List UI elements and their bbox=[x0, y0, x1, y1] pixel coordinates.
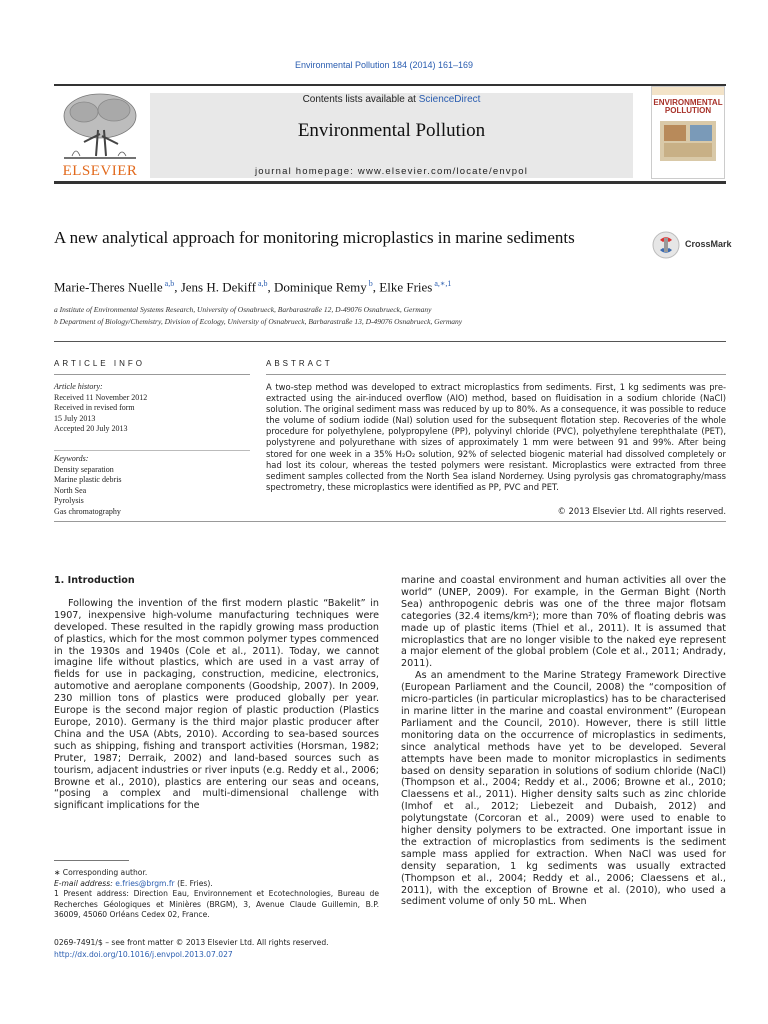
body-column-right bbox=[401, 575, 726, 908]
journal-citation[interactable]: Environmental Pollution 184 (2014) 161–169 bbox=[294, 60, 474, 70]
keyword: North Sea bbox=[54, 485, 87, 495]
elsevier-logo[interactable] bbox=[54, 90, 146, 180]
intro-paragraph-continued: marine and coastal environment and human activities all over the world” (UNEP, 2009). For example, in the German Bight (North Sea) anthropogenic debris was one of the three major flotsam categories (32.4 items/km²); more than 70% of floating debris was made up of plastic items (Thiel et al., 2011). It is assumed that microplastics that are no longer visible to the naked eye represent a major element of the global problem (Cole et al., 2011; Andrady, 2011). bbox=[401, 575, 726, 670]
article-info-heading: ARTICLE INFO bbox=[54, 359, 145, 368]
abstract-rule bbox=[266, 374, 726, 375]
journal-title: Environmental Pollution bbox=[297, 120, 486, 141]
history-line: Accepted 20 July 2013 bbox=[54, 424, 128, 433]
crossmark-label: CrossMark bbox=[685, 239, 732, 249]
keyword: Marine plastic debris bbox=[54, 475, 122, 484]
author-affiliation-marker[interactable]: a,b bbox=[255, 279, 268, 288]
article-title: A new analytical approach for monitoring microplastics in marine sediments bbox=[54, 228, 575, 247]
present-address-note: 1 Present address: Direction Eau, Environnement et Ecotechnologies, Bureau de Recherches Géologiques et Minières (BRGM), 3, Avenue Claude Guillemin, B.P. 36009, 45060 Orléans Cedex 02, France. bbox=[54, 889, 379, 920]
history-line: Received in revised form bbox=[54, 403, 135, 412]
affiliation-b: b Department of Biology/Chemistry, Division of Ecology, University of Osnabrueck, Barbarastraße 13, D-49076 Osnabrueck, Germany bbox=[54, 317, 463, 326]
journal-homepage bbox=[150, 166, 633, 177]
article-info-rule bbox=[54, 374, 250, 375]
keywords-rule bbox=[54, 450, 250, 451]
footnote-rule bbox=[54, 860, 129, 861]
contents-line bbox=[150, 94, 633, 105]
body-column-left bbox=[54, 575, 379, 812]
section-divider bbox=[54, 341, 726, 342]
tree-logo-icon bbox=[54, 90, 146, 162]
header-rule-top bbox=[54, 84, 726, 86]
abstract-bottom-rule bbox=[54, 521, 726, 522]
history-label: Article history: bbox=[54, 382, 103, 391]
keywords bbox=[54, 454, 122, 517]
footnotes bbox=[54, 868, 379, 921]
author-name: Jens H. Dekiff bbox=[180, 279, 256, 295]
contents-prefix: Contents lists available at bbox=[302, 94, 419, 105]
abstract-heading: ABSTRACT bbox=[266, 359, 333, 368]
author-name: Elke Fries bbox=[379, 279, 433, 295]
keywords-label: Keywords: bbox=[54, 454, 89, 463]
history-line: Received 11 November 2012 bbox=[54, 392, 148, 402]
sciencedirect-link[interactable]: ScienceDirect bbox=[418, 94, 481, 105]
abstract-text: A two-step method was developed to extract microplastics from sediments. First, 1 kg sediments was pre-extracted using the air-induced overflow (AIO) method, based on fluidisation in a sodium chloride (NaCl) solution. The original sediment mass was reduced by up to 80%. As a consequence, it was possible to reduce the volume of sodium iodide (NaI) solution used for the subsequent flotation step. Recoveries of the whole procedure for polyethylene, polypropylene (PP), polyvinyl chloride (PVC), polyethylene terephthalate (PET), polystyrene and polyurethane with sizes of approximately 1 mm were between 91 and 99%. After being stored for one week in a 35% H₂O₂ solution, 92% of selected biogenic material had dissolved completely or had lost its colour, whereas the tested polymers were resistant. Microplastics were extracted from three sediment samples collected from the North Sea island Norderney. Using pyrolysis gas chromatography/mass spectrometry, these microplastics were identified as PP, PVC and PET. bbox=[266, 382, 726, 492]
keyword: Density separation bbox=[54, 464, 114, 474]
crossmark-badge[interactable] bbox=[651, 230, 741, 260]
intro-paragraph: As an amendment to the Marine Strategy Framework Directive (European Parliament and the Council, 2008) the “composition of micro-particles (in particular microplastics) has to be characterised in marine litter in the marine and coastal environment” (European Parliament and the Council, 2010). However, there is still little monitoring data on the occurrence of microplastics in sediments, since analytical methods have yet to be developed. Several attempts have been made to monitor microplastics in sediments based on density separation in solutions of sodium chloride (NaCl) (Thompson et al., 2004; Reddy et al., 2006; Browne et al., 2010; Claessens et al., 2011). Higher density salts such as zinc chloride (Imhof et al., 2012; Liebezeit and Dubaish, 2012) and polytungstate (Corcoran et al., 2009) were used to enable to higher density polymers to be extracted. One important issue in the extraction of microplastics from sediments is the sediment sample mass applied for extraction. When NaCl was used for density separation, 1 kg sediments was usually extracted (Thompson et al., 2004; Reddy et al., 2006; Claessens et al., 2011), with the exception of Browne et al. (2010), who used a sediment volume of only 50 mL. When bbox=[401, 670, 726, 908]
cover-artwork-icon bbox=[652, 87, 724, 178]
email-suffix: (E. Fries). bbox=[174, 878, 213, 888]
doi-link[interactable] bbox=[54, 950, 233, 959]
author-affiliation-marker[interactable]: b bbox=[366, 279, 373, 288]
crossmark-icon bbox=[651, 230, 681, 260]
doi-url[interactable]: http://dx.doi.org/10.1016/j.envpol.2013.07.027 bbox=[54, 950, 233, 959]
author-affiliation-marker[interactable]: a,b bbox=[162, 279, 175, 288]
abstract-copyright: © 2013 Elsevier Ltd. All rights reserved. bbox=[557, 506, 726, 516]
affiliation-a: a Institute of Environmental Systems Research, University of Osnabrueck, Barbarastraße 12, D-49076 Osnabrueck, Germany bbox=[54, 305, 432, 314]
author-list: Marie-Theres Nuelle $^{a,b}$, Jens H. Dekiff $^{a,b}$, Dominique Remy $^b$, Elke Fries $^{a,∗,1}$ bbox=[54, 279, 452, 295]
email-link[interactable]: e.fries@brgm.fr bbox=[115, 878, 175, 888]
email-note bbox=[54, 879, 379, 890]
issn-line: 0269-7491/$ – see front matter © 2013 Elsevier Ltd. All rights reserved. bbox=[54, 938, 329, 947]
author-name: Dominique Remy bbox=[274, 279, 367, 295]
email-label: E-mail address: bbox=[54, 878, 116, 888]
header-rule-bottom bbox=[54, 181, 726, 184]
introduction-heading: 1. Introduction bbox=[54, 575, 135, 586]
cover-title: ENVIRONMENTAL POLLUTION bbox=[653, 98, 723, 115]
intro-paragraph: Following the invention of the first modern plastic “Bakelit” in 1907, inexpensive high-volume manufacturing techniques were developed. These resulted in the rapidly growing mass production of plastics, which for the most common polymer types commenced in the 1930s and 1940s (Cole et al., 2011). Today, we cannot imagine life without plastics, which are used in a vast array of fields for use in packaging, construction, medicine, electronics, automotive and aeroplane components (Goodship, 2007). In 2009, 230 million tons of plastics were produced globally per year. Europe is the second major region of plastic production (Plastics Europe, 2010). Germany is the third major plastic producer after China and the USA (Abts, 2010). According to sea-based sources such as shipping, fishing and transport activities (Horsman, 1982; Pruter, 1987; Derraik, 2002) and land-based sources such as tourism, adjacent industries or river inputs (e.g. Reddy et al., 2006; Browne et al., 2010), plastics are entering our seas and oceans, “posing a complex and multi-dimensional challenge with significant implications for the bbox=[54, 597, 379, 812]
author-name: Marie-Theres Nuelle bbox=[54, 279, 163, 295]
journal-cover-image[interactable] bbox=[651, 86, 725, 179]
keyword: Gas chromatography bbox=[54, 506, 121, 516]
keyword: Pyrolysis bbox=[54, 496, 84, 505]
publisher-name: ELSEVIER bbox=[62, 163, 138, 179]
homepage-prefix: journal homepage: bbox=[254, 166, 358, 177]
history-line: 15 July 2013 bbox=[54, 413, 96, 423]
author-affiliation-marker[interactable]: a,∗,1 bbox=[432, 279, 452, 288]
article-history bbox=[54, 382, 147, 435]
homepage-link[interactable]: www.elsevier.com/locate/envpol bbox=[357, 166, 529, 177]
corresponding-author-note: ∗ Corresponding author. bbox=[54, 868, 148, 877]
